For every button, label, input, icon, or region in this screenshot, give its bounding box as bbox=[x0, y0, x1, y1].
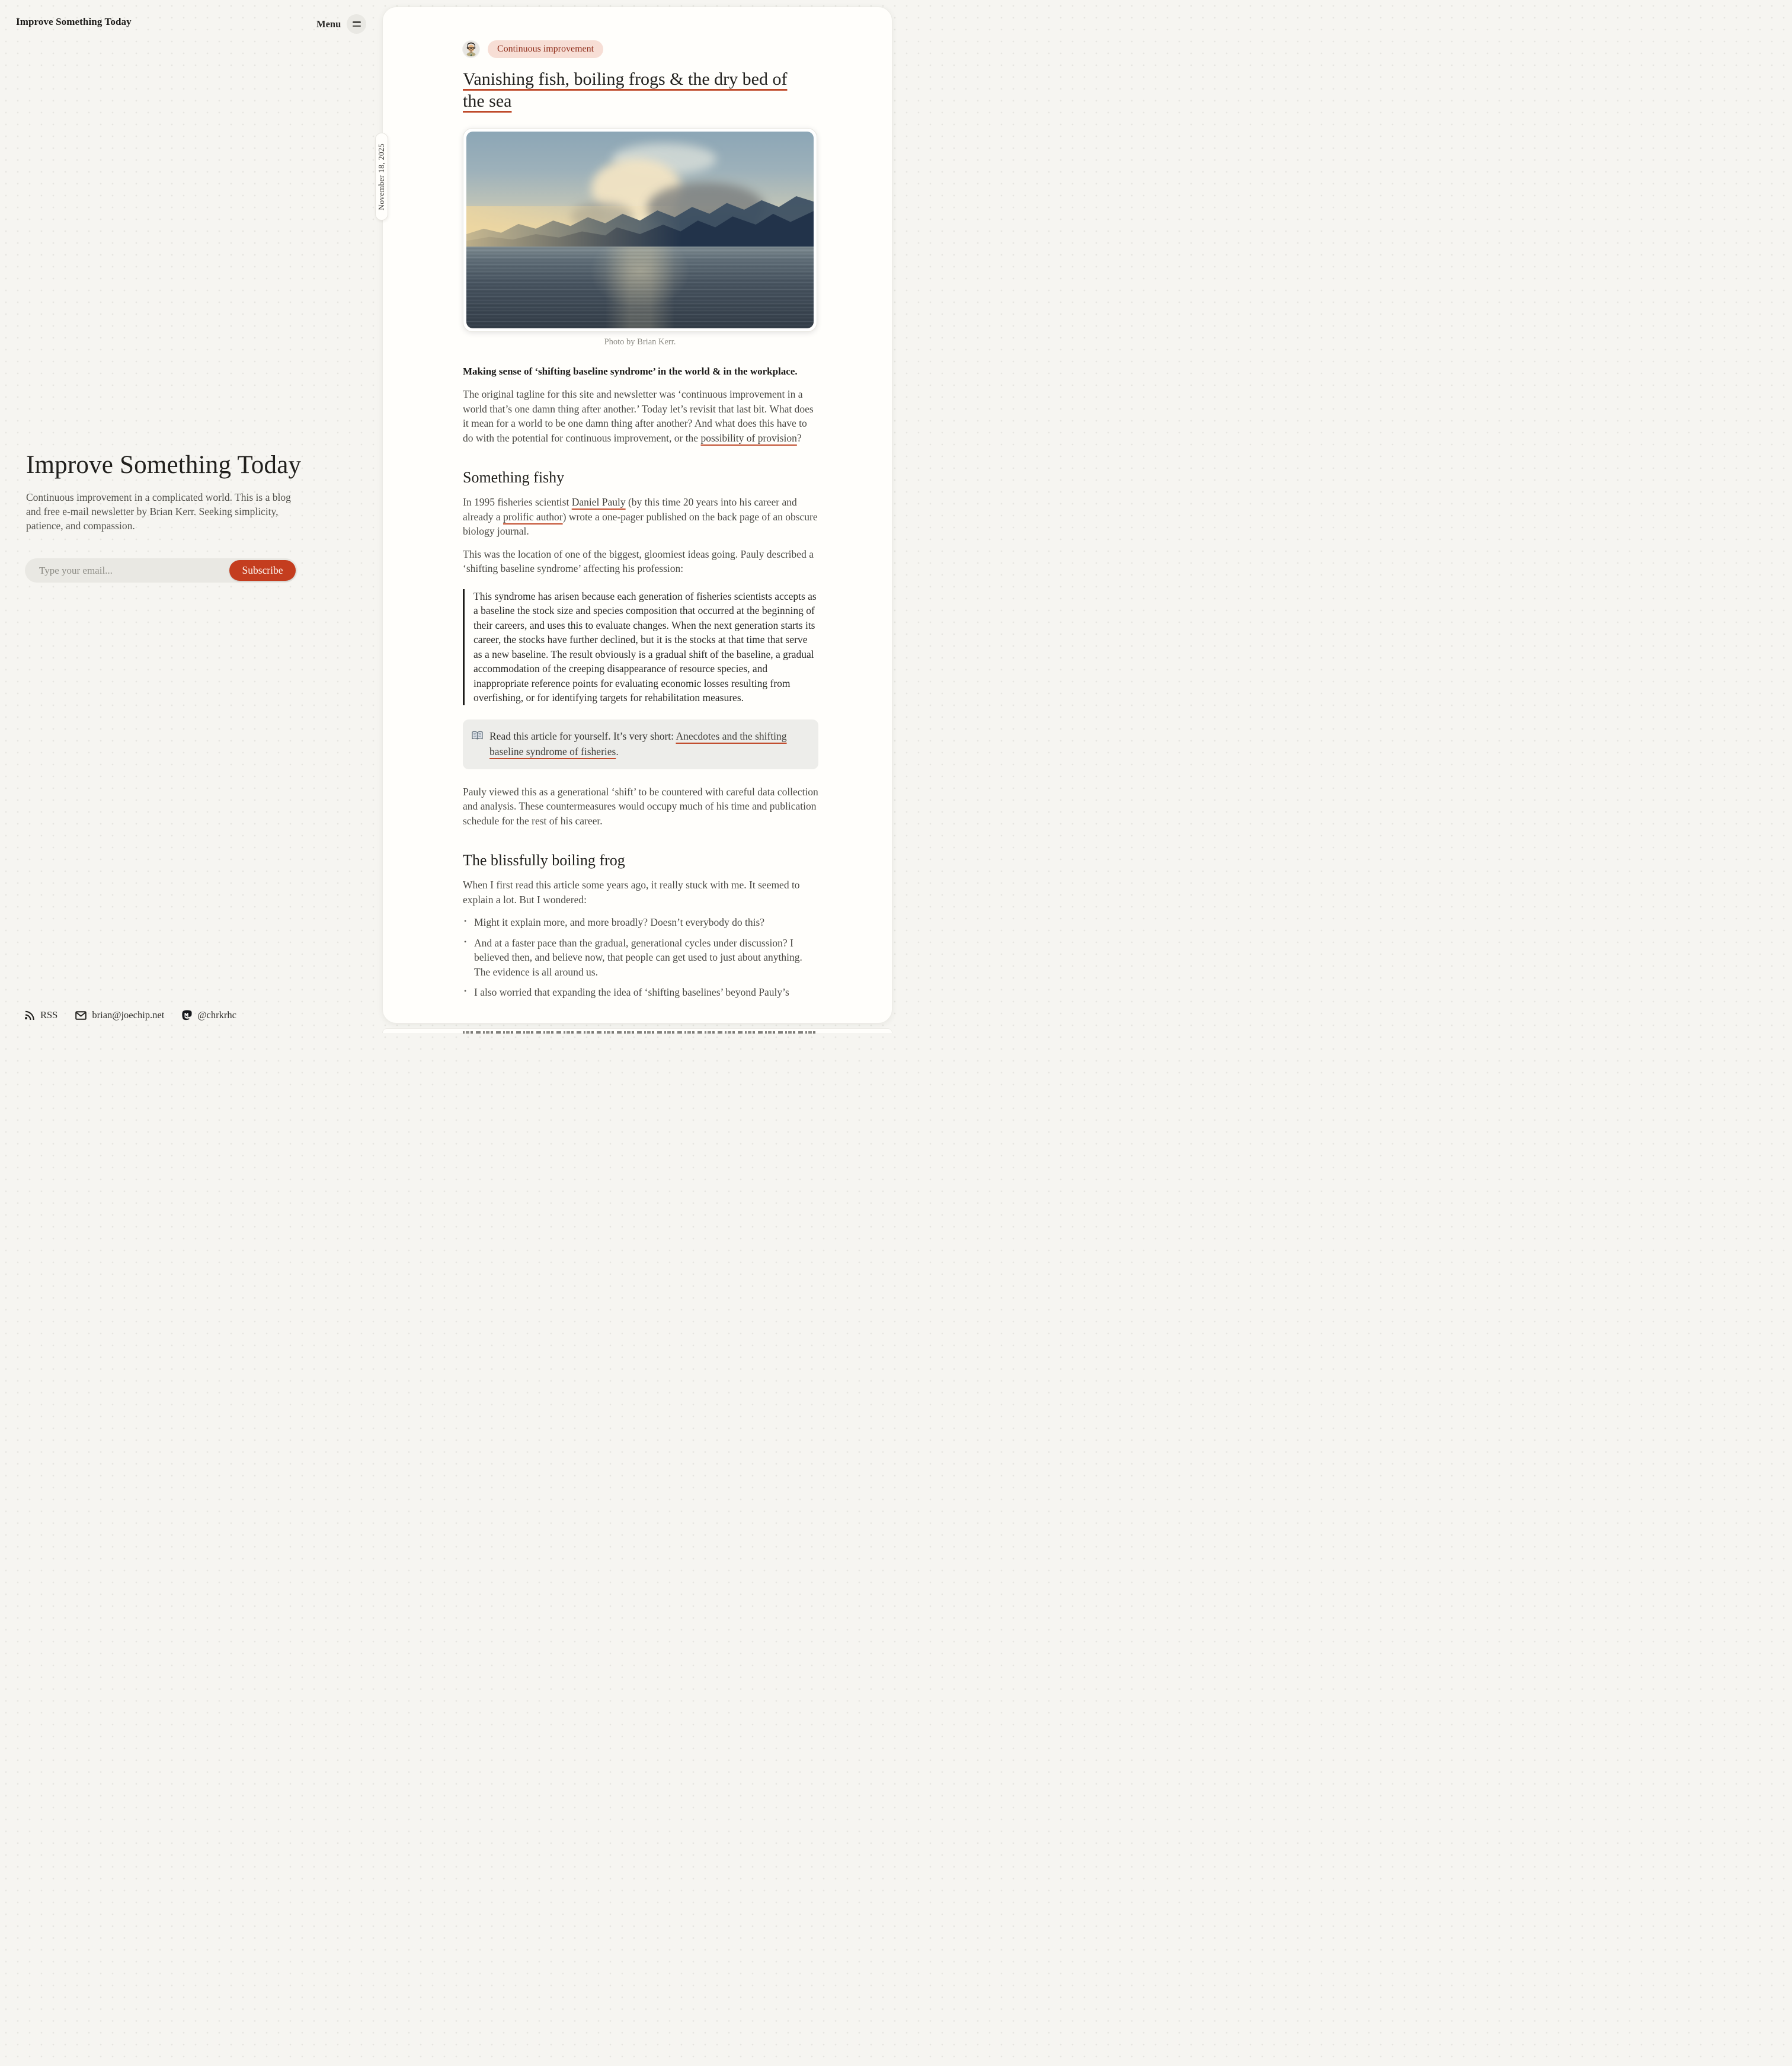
mastodon-icon bbox=[182, 1010, 192, 1021]
list-item: • I also worried that expanding the idea of ‘shifting baselines’ beyond Pauly’s bbox=[463, 985, 821, 1000]
post-title bbox=[463, 68, 812, 112]
post-byline bbox=[463, 40, 816, 58]
pauly-quote: This syndrome has arisen because each generation of fisheries scientists accepts as a baseline the stock size and species composition that occurred at the beginning of their careers, and uses this to evaluate changes. When the next generation starts its career, the stocks have further declined, but it is the stocks at that time that serve as a new baseline. The result obviously is a gradual shift of the baseline, a gradual accommodation of the creeping disappearance of resource species, and inappropriate reference points for evaluating economic losses resulting from overfishing, or for identifying targets for rehabilitation measures. bbox=[463, 589, 818, 705]
frog-paragraph-1: When I first read this article some years ago, it really stuck with me. It seemed to explain a lot. But I wondered: bbox=[463, 879, 800, 906]
post-card bbox=[382, 7, 892, 1024]
post-lead: Making sense of ‘shifting baseline syndrome’ in the world & in the workplace. bbox=[463, 366, 798, 377]
fishy-paragraph-2: This was the location of one of the biggest, gloomiest ideas going. Pauly described a ‘shifting baseline syndrome’ affecting his profession: bbox=[463, 548, 814, 574]
photo-frame bbox=[463, 128, 817, 332]
post-date: November 18, 2025 bbox=[377, 143, 386, 210]
category-tag[interactable]: Continuous improvement bbox=[488, 40, 603, 58]
hamburger-icon bbox=[353, 21, 361, 23]
menu-label[interactable]: Menu bbox=[316, 18, 341, 30]
footer-links bbox=[25, 1009, 236, 1021]
list-item: • Might it explain more, and more broadly? Doesn’t everybody do this? bbox=[463, 915, 821, 930]
daniel-pauly-link[interactable]: Daniel Pauly bbox=[571, 496, 626, 508]
fishy-paragraph-3: Pauly viewed this as a generational ‘shift’ to be countered with careful data collection and analysis. These countermeasures would occupy much of his time and publication schedule for the rest of his career. bbox=[463, 785, 818, 827]
clipped-text-line bbox=[463, 1031, 817, 1034]
subscribe-button[interactable]: Subscribe bbox=[229, 560, 296, 581]
fishy-paragraph-1: In 1995 fisheries scientist Daniel Pauly (by this time 20 years into his career and already a prolific author) wrote a one-pager published on the back page of an obscure biology journal. bbox=[463, 496, 818, 537]
site-header-title: Improve Something Today bbox=[16, 16, 132, 27]
section-heading-frog: The blissfully boiling frog bbox=[463, 852, 625, 869]
hero bbox=[26, 450, 305, 533]
list-item: • And at a faster pace than the gradual, generational cycles under discussion? I believed then, and believe now, that people can get used to just about anything. The evidence is all around us. bbox=[463, 936, 821, 980]
intro-paragraph: The original tagline for this site and newsletter was ‘continuous improvement in a world that’s one damn thing after another.’ Today let’s revisit that last bit. What does it mean for a world to be one damn thing after another? And what does this have to do with the potential for continuous improvement, or the possibility of provision? bbox=[463, 388, 814, 444]
sunset-photo[interactable] bbox=[466, 132, 814, 328]
envelope-icon bbox=[75, 1011, 87, 1020]
rss-link[interactable]: RSS bbox=[25, 1009, 57, 1021]
email-link[interactable]: brian@joechip.net bbox=[75, 1009, 164, 1021]
menu bbox=[316, 14, 366, 34]
hero-title: Improve Something Today bbox=[26, 451, 302, 479]
rss-icon bbox=[25, 1010, 35, 1021]
next-sheet-preview bbox=[382, 1028, 892, 1033]
menu-button[interactable] bbox=[347, 14, 366, 34]
subscribe-form bbox=[25, 558, 297, 583]
avatar bbox=[463, 41, 479, 57]
section-heading-fishy: Something fishy bbox=[463, 469, 565, 486]
read-article-callout bbox=[463, 719, 818, 769]
post-photo-figure bbox=[463, 128, 817, 347]
anecdotes-article-link[interactable]: Anecdotes and the shifting baseline syndrome of fisheries bbox=[489, 730, 787, 757]
callout-text: Read this article for yourself. It’s very short: Anecdotes and the shifting baseline syndrome of fisheries. bbox=[489, 730, 787, 757]
open-book-icon bbox=[472, 731, 483, 740]
wondered-list bbox=[463, 915, 821, 1000]
hero-description: Continuous improvement in a complicated world. This is a blog and free e-mail newsletter by Brian Kerr. Seeking simplicity, patience, and compassion. bbox=[26, 491, 291, 532]
provision-link[interactable]: possibility of provision bbox=[700, 431, 797, 444]
sea bbox=[466, 247, 814, 328]
post-date-tab[interactable] bbox=[375, 133, 388, 220]
mastodon-link[interactable]: @chrkrhc bbox=[182, 1009, 236, 1021]
photo-caption: Photo by Brian Kerr. bbox=[604, 337, 676, 347]
post-title-link[interactable]: Vanishing fish, boiling frogs & the dry bed of the sea bbox=[463, 69, 788, 111]
prolific-author-link[interactable]: prolific author bbox=[503, 510, 563, 523]
page bbox=[0, 0, 896, 1033]
